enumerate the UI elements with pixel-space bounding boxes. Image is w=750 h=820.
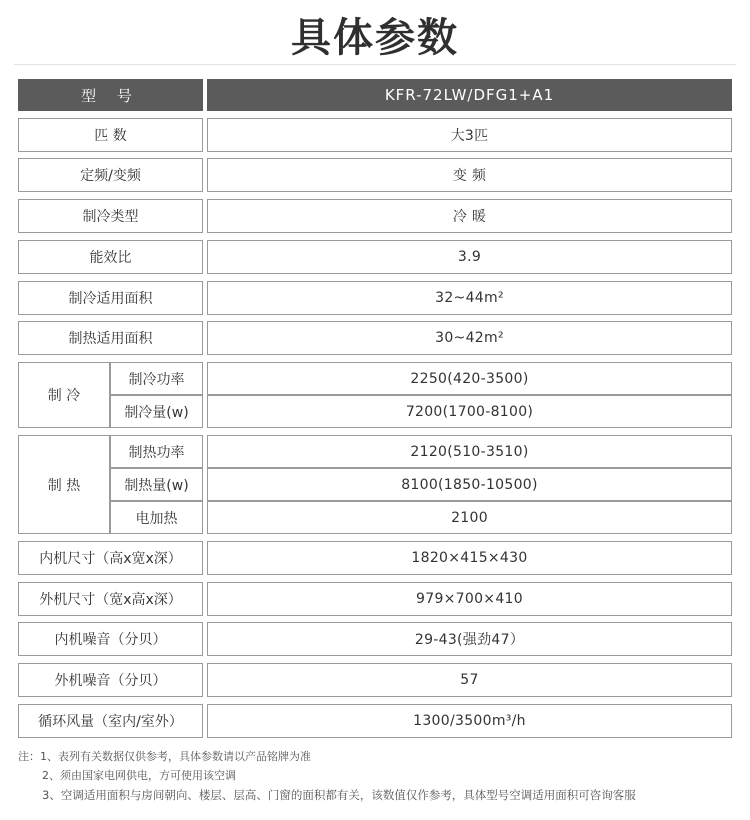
row-value: 57 <box>207 663 732 697</box>
heating-item-value: 2100 <box>207 501 732 534</box>
heating-item-value: 2120(510-3510) <box>207 435 732 468</box>
row-label: 循环风量（室内/室外） <box>18 704 203 738</box>
row-label: 外机尺寸（宽x高x深） <box>18 582 203 616</box>
cooling-item-label: 制冷量(w) <box>110 395 203 428</box>
cooling-item-label: 制冷功率 <box>110 362 203 395</box>
footnote-line: 3、空调适用面积与房间朝向、楼层、层高、门窗的面积都有关，该数值仅作参考，具体型号空调适用面积可咨询客服 <box>42 788 636 802</box>
footnote-line: 2、须由国家电网供电，方可使用该空调 <box>42 769 236 782</box>
row-value: 1820×415×430 <box>207 541 732 575</box>
heating-item-label: 制热量(w) <box>110 468 203 501</box>
row-value: 32~44m² <box>207 281 732 315</box>
heating-item-label: 制热功率 <box>110 435 203 468</box>
row-label: 制热适用面积 <box>18 321 203 355</box>
row-value: 大3匹 <box>207 118 732 152</box>
row-value: 3.9 <box>207 240 732 274</box>
row-label: 定频/变频 <box>18 158 203 192</box>
header-label: 型 号 <box>18 79 203 111</box>
row-value: 1300/3500m³/h <box>207 704 732 738</box>
row-value: 冷 暖 <box>207 199 732 233</box>
row-value: 979×700×410 <box>207 582 732 616</box>
header-model-value: KFR-72LW/DFG1+A1 <box>207 79 732 111</box>
row-value: 变 频 <box>207 158 732 192</box>
row-label: 能效比 <box>18 240 203 274</box>
row-value: 30~42m² <box>207 321 732 355</box>
row-label: 内机尺寸（高x宽x深） <box>18 541 203 575</box>
page-title: 具体参数 <box>291 15 459 61</box>
footnote-line: 注：1、表列有关数据仅供参考，具体参数请以产品铭牌为准 <box>18 750 311 763</box>
heating-item-value: 8100(1850-10500) <box>207 468 732 501</box>
row-label: 制冷类型 <box>18 199 203 233</box>
cooling-group-label: 制 冷 <box>18 362 110 428</box>
heating-group-label: 制 热 <box>18 435 110 534</box>
heating-item-label: 电加热 <box>110 501 203 534</box>
cooling-item-value: 7200(1700-8100) <box>207 395 732 428</box>
row-value: 29-43(强劲47） <box>207 622 732 656</box>
cooling-item-value: 2250(420-3500) <box>207 362 732 395</box>
title-divider <box>14 64 736 65</box>
row-label: 外机噪音（分贝） <box>18 663 203 697</box>
row-label: 匹 数 <box>18 118 203 152</box>
row-label: 制冷适用面积 <box>18 281 203 315</box>
row-label: 内机噪音（分贝） <box>18 622 203 656</box>
